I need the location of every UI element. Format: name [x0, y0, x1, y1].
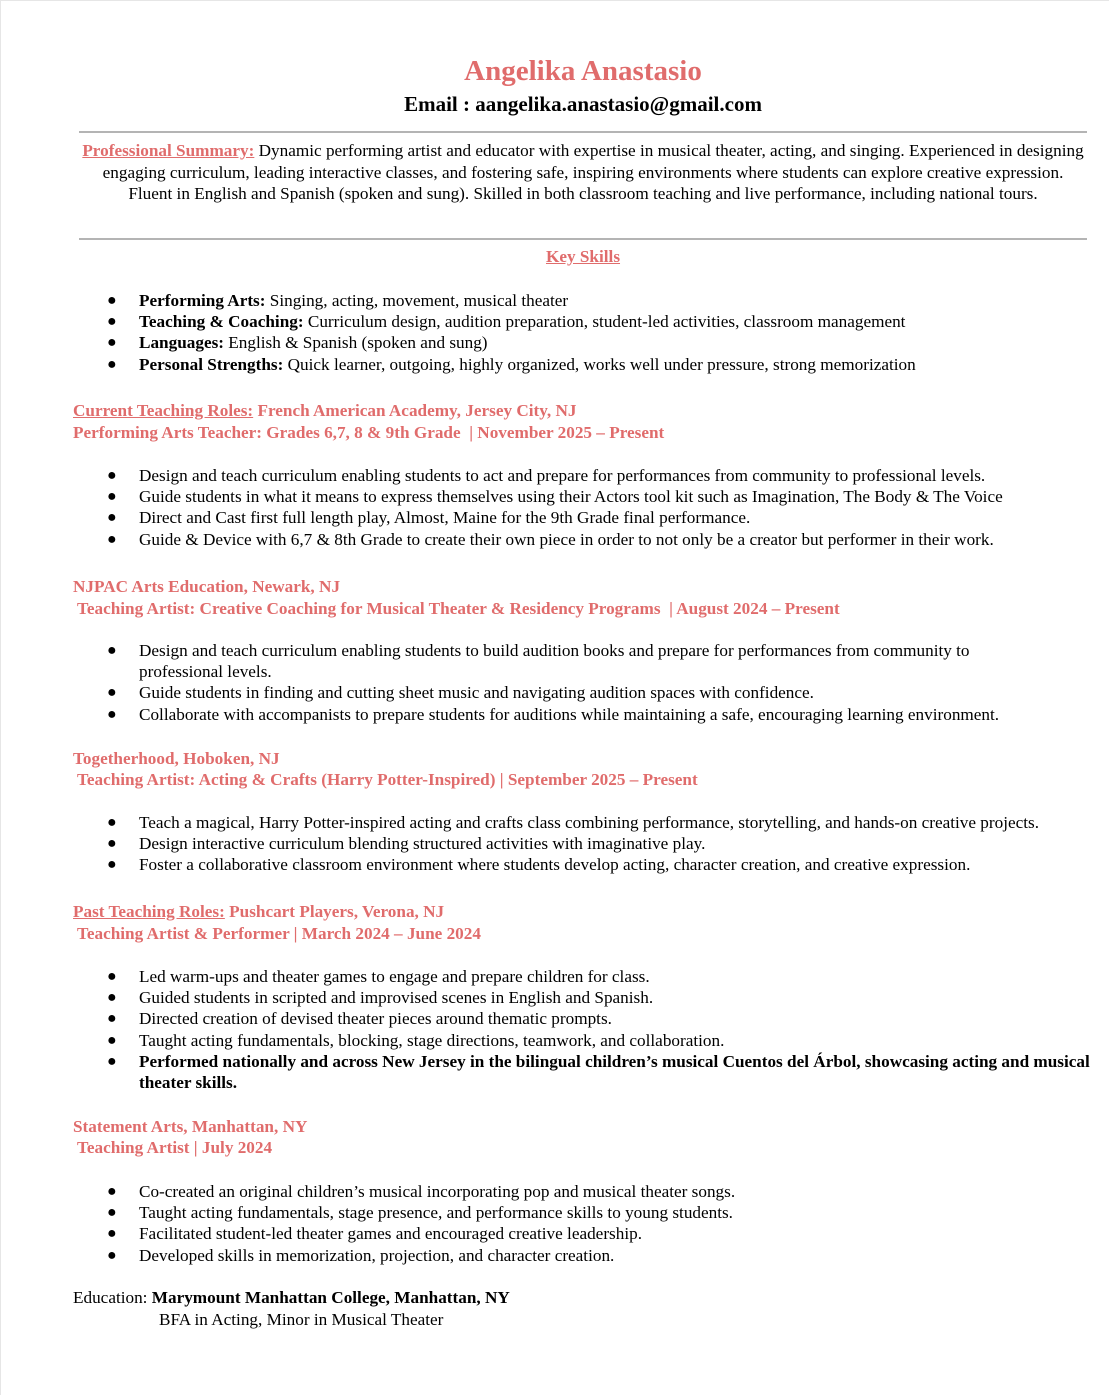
divider-bottom	[79, 238, 1087, 240]
key-skills-list	[105, 290, 1095, 375]
bullet-icon: ●	[107, 1183, 117, 1200]
role-title: Teaching Artist & Performer | March 2024 – June 2024	[73, 924, 481, 943]
role-bullets	[105, 465, 1095, 550]
role-title: Performing Arts Teacher: Grades 6,7, 8 & 9th Grade | November 2025 – Present	[73, 423, 665, 442]
role-org-heading: Statement Arts, Manhattan, NY	[73, 1117, 308, 1136]
resume-email: Email : aangelika.anastasio@gmail.com	[404, 92, 762, 116]
list-item	[105, 966, 1095, 987]
resume-name: Angelika Anastasio	[464, 55, 702, 87]
role-bullets	[105, 966, 1095, 1093]
bullet-icon: ●	[107, 292, 117, 309]
skill-text: Singing, acting, movement, musical theater	[265, 291, 569, 310]
skill-text: English & Spanish (spoken and sung)	[224, 333, 488, 353]
role-org-heading	[73, 400, 577, 422]
bullet-text: Guide students in finding and cutting sheet music and navigating audition spaces with confidence.	[139, 683, 814, 703]
skill-label: Teaching & Coaching:	[139, 312, 304, 332]
bullet-icon: ●	[107, 705, 117, 723]
skill-label: Performing Arts:	[139, 291, 266, 310]
bullet-icon: ●	[107, 355, 117, 373]
bullet-icon: ●	[107, 642, 117, 659]
bullet-text: Directed creation of devised theater pieces around thematic prompts.	[139, 1009, 612, 1029]
role-org: French American Academy, Jersey City, NJ	[253, 401, 577, 420]
bullet-text: Co-created an original children’s musical incorporating pop and musical theater songs.	[139, 1182, 736, 1201]
section-label: Past Teaching Roles:	[73, 902, 225, 921]
bullet-icon: ●	[107, 684, 117, 702]
list-item	[105, 332, 1095, 353]
role-org-heading: Togetherhood, Hoboken, NJ	[73, 749, 280, 768]
bullet-icon: ●	[107, 467, 117, 484]
bullet-text: Developed skills in memorization, projection, and character creation.	[139, 1245, 615, 1265]
bullet-text: Guide & Device with 6,7 & 8th Grade to create their own piece in order to not only be a creator but performer in their work.	[139, 529, 994, 549]
bullet-icon: ●	[107, 1246, 117, 1264]
bullet-text: Design and teach curriculum enabling students to act and prepare for performances from community to professional levels.	[139, 466, 986, 485]
list-item	[105, 290, 1095, 311]
role-org-heading	[73, 901, 444, 923]
role-bullets	[105, 812, 1095, 876]
education-school: Marymount Manhattan College, Manhattan, NY	[151, 1288, 510, 1307]
role-title: Teaching Artist: Creative Coaching for Musical Theater & Residency Programs | August 2024 – Present	[73, 599, 840, 618]
bullet-text: Design and teach curriculum enabling students to build audition books and prepare for performances from community to professional levels.	[139, 641, 970, 682]
skill-label: Languages:	[139, 333, 224, 353]
list-item	[105, 682, 1045, 703]
role-title: Teaching Artist | July 2024	[73, 1138, 273, 1157]
list-item	[105, 1245, 1095, 1266]
bullet-text: Taught acting fundamentals, stage presence, and performance skills to young students.	[139, 1203, 733, 1223]
skill-label: Personal Strengths:	[139, 354, 284, 374]
bullet-icon: ●	[107, 530, 117, 548]
list-item	[105, 1202, 1095, 1223]
summary-text: Dynamic performing artist and educator with expertise in musical theater, acting, and singing. Experienced in designing engaging curriculum, leading interactive classes, and fostering safe, inspiring environments where students can explore creative expression. Fluent in English and Spanish (spoken and sung). Skilled in both classroom teaching and live performance, including national tours.	[102, 141, 1084, 203]
list-item	[105, 486, 1095, 507]
education-label: Education:	[73, 1288, 152, 1307]
list-item	[105, 354, 1095, 375]
list-item	[105, 507, 1095, 528]
bullet-text: Led warm-ups and theater games to engage and prepare children for class.	[139, 967, 650, 986]
professional-summary	[79, 140, 1087, 205]
bullet-text: Taught acting fundamentals, blocking, stage directions, teamwork, and collaboration.	[139, 1030, 725, 1050]
list-item	[105, 833, 1095, 854]
education-degree: BFA in Acting, Minor in Musical Theater	[159, 1310, 444, 1329]
list-item	[105, 1051, 1095, 1093]
bullet-text: Facilitated student-led theater games and encouraged creative leadership.	[139, 1224, 642, 1244]
bullet-icon: ●	[107, 1010, 117, 1028]
bullet-icon: ●	[107, 835, 117, 853]
bullet-icon: ●	[107, 1031, 117, 1049]
bullet-text: Direct and Cast first full length play, Almost, Maine for the 9th Grade final performance.	[139, 508, 751, 528]
bullet-text: Teach a magical, Harry Potter-inspired acting and crafts class combining performance, storytelling, and hands-on creative projects.	[139, 813, 1039, 832]
list-item	[105, 1223, 1095, 1244]
bullet-icon: ●	[107, 989, 117, 1007]
education	[73, 1287, 510, 1309]
bullet-icon: ●	[107, 814, 117, 831]
list-item	[105, 1030, 1095, 1051]
bullet-icon: ●	[107, 968, 117, 985]
bullet-icon: ●	[107, 1225, 117, 1243]
role-bullets	[105, 1181, 1095, 1266]
role-org-heading: NJPAC Arts Education, Newark, NJ	[73, 577, 341, 596]
list-item	[105, 812, 1095, 833]
bullet-icon: ●	[107, 334, 117, 352]
role-title: Teaching Artist: Acting & Crafts (Harry Potter-Inspired) | September 2025 – Present	[73, 770, 698, 789]
divider-top	[79, 131, 1087, 133]
list-item	[105, 1181, 1095, 1202]
bullet-icon: ●	[107, 1052, 117, 1070]
list-item	[105, 1008, 1095, 1029]
list-item	[105, 704, 1045, 725]
role-org: Pushcart Players, Verona, NJ	[224, 902, 445, 921]
list-item	[105, 640, 1045, 682]
bullet-text: Guide students in what it means to express themselves using their Actors tool kit such as Imagination, The Body & The Voice	[139, 487, 1003, 507]
bullet-text: Foster a collaborative classroom environment where students develop acting, character creation, and creative expression.	[139, 855, 971, 875]
summary-label: Professional Summary:	[82, 141, 255, 160]
bullet-icon: ●	[107, 509, 117, 527]
role-bullets	[105, 640, 1045, 725]
list-item	[105, 529, 1095, 550]
bullet-text: Design interactive curriculum blending structured activities with imaginative play.	[139, 834, 706, 854]
bullet-icon: ●	[107, 1204, 117, 1222]
bullet-text: Guided students in scripted and improvised scenes in English and Spanish.	[139, 988, 654, 1008]
bullet-icon: ●	[107, 488, 117, 506]
bullet-text: Performed nationally and across New Jersey in the bilingual children’s musical Cuentos del Árbol, showcasing acting and musical theater skills.	[139, 1051, 1090, 1093]
bullet-icon: ●	[107, 856, 117, 874]
list-item	[105, 465, 1095, 486]
bullet-icon: ●	[107, 313, 117, 331]
list-item	[105, 311, 1095, 332]
section-label: Current Teaching Roles:	[73, 401, 254, 420]
list-item	[105, 854, 1095, 875]
skill-text: Quick learner, outgoing, highly organized, works well under pressure, strong memorization	[283, 354, 916, 374]
key-skills-title: Key Skills	[545, 247, 621, 266]
skill-text: Curriculum design, audition preparation, student-led activities, classroom management	[303, 312, 906, 332]
bullet-text: Collaborate with accompanists to prepare students for auditions while maintaining a safe, encouraging learning environment.	[139, 704, 1000, 724]
list-item	[105, 987, 1095, 1008]
